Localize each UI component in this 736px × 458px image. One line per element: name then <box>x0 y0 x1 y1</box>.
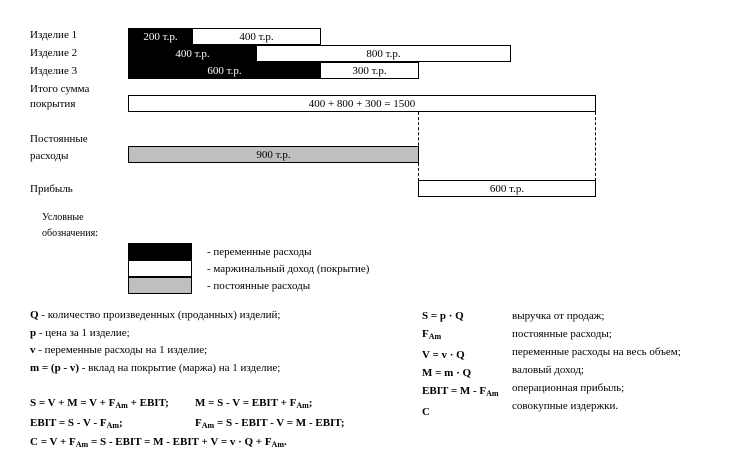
label-product-3: Изделие 3 <box>30 65 78 77</box>
label-fixed-line2: расходы <box>30 150 69 162</box>
label-total-line1: Итого сумма <box>30 83 90 95</box>
formula-1a: $S = V + M = V + F_{Am}$ + EBIT; <box>30 397 169 410</box>
rdef-ebit-text: операционная прибыль; <box>512 382 625 394</box>
label-product-1: Изделие 1 <box>30 29 78 41</box>
legend-swatch-fixed <box>128 277 192 294</box>
def-m: m = (p - v) - вклад на покрытие (маржа) на 1 изделие; <box>30 361 281 374</box>
bar-fixed-costs: 900 т.р. <box>128 146 419 163</box>
label-profit: Прибыль <box>30 183 73 195</box>
bar-profit: 600 т.р. <box>418 180 596 197</box>
bar-total-coverage: 400 + 800 + 300 = 1500 <box>128 95 596 112</box>
bar-p1-margin: 400 т.р. <box>192 28 321 45</box>
right-definitions-texts <box>512 307 681 415</box>
label-product-2: Изделие 2 <box>30 47 78 59</box>
bar-p3-variable: 600 т.р. <box>128 62 321 79</box>
bar-p2-margin: 800 т.р. <box>256 45 511 62</box>
legend-swatch-variable <box>128 243 192 260</box>
formula-3: $C = V + F_{Am} = S$ - EBIT = M - EBIT + $V = v \cdot Q + F_{Am}$. <box>30 436 287 449</box>
rdef-s-text: выручка от продаж; <box>512 310 605 322</box>
legend-title-line2: обозначения: <box>42 228 98 239</box>
bar-p3-margin: 300 т.р. <box>320 62 419 79</box>
rdef-f-text: постоянные расходы; <box>512 328 612 340</box>
def-v: v - переменные расходы на 1 изделие; <box>30 344 208 356</box>
rdef-v-sym: V = v · Q <box>422 349 465 361</box>
label-fixed-line1: Постоянные <box>30 133 88 145</box>
rdef-c-text: совокупные издержки. <box>512 400 619 412</box>
rdef-c-sym: C <box>422 406 430 418</box>
legend-text-margin: - маржинальный доход (покрытие) <box>207 263 370 275</box>
bar-p1-variable: 200 т.р. <box>128 28 193 45</box>
def-p: p - цена за 1 изделие; <box>30 326 130 339</box>
legend-text-variable: - переменные расходы <box>207 246 312 258</box>
legend-title-line1: Условные <box>42 212 84 223</box>
formula-2b: $F_{Am} = S$ - EBIT - V = M - EBIT; <box>195 417 345 430</box>
rdef-v-text: переменные расходы на весь объем; <box>512 346 681 358</box>
rdef-m-sym: M = m · Q <box>422 367 472 379</box>
rdef-ebit-sym: EBIT = M - $F_{Am}$ <box>422 385 499 398</box>
legend-swatch-margin <box>128 260 192 277</box>
dashed-guide-total <box>595 112 596 181</box>
def-q: Q - количество произведенных (проданных) изделий; <box>30 309 281 321</box>
bar-p2-variable: 400 т.р. <box>128 45 257 62</box>
rdef-f-sym: $F_{Am}$ <box>422 328 442 341</box>
rdef-s-sym: S = p · Q <box>422 310 464 322</box>
rdef-m-text: валовый доход; <box>512 364 584 376</box>
formula-1b: M = S - V = EBIT + $F_{Am}$; <box>195 397 313 410</box>
right-definitions-symbols <box>422 307 499 421</box>
formula-2a: EBIT = S - V - $F_{Am}$; <box>30 417 123 430</box>
label-total-line2: покрытия <box>30 98 76 110</box>
definitions-block <box>30 307 281 377</box>
legend-text-fixed: - постоянные расходы <box>207 280 311 292</box>
